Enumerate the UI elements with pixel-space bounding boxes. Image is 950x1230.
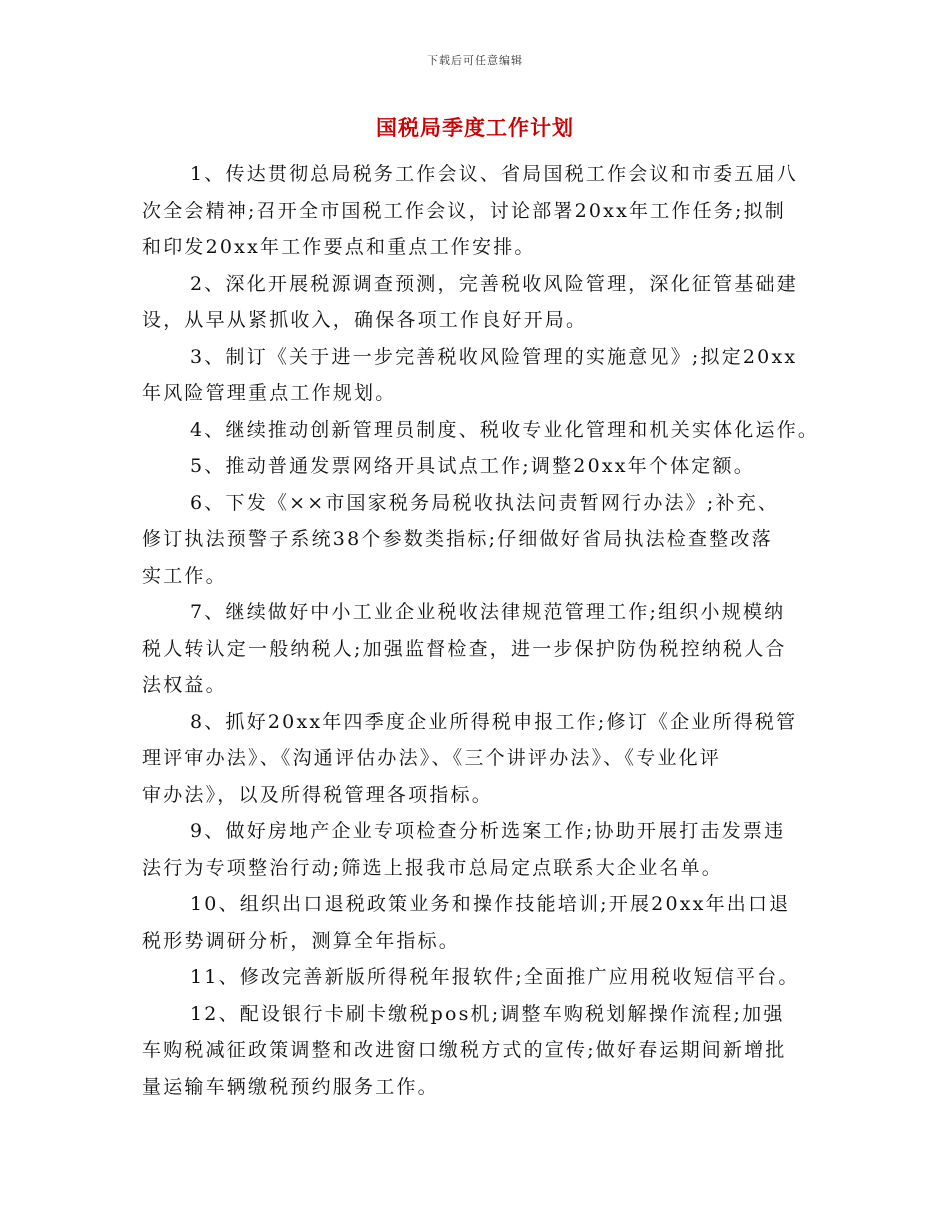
paragraph-line: 年风险管理重点工作规划。	[142, 382, 397, 404]
paragraph-line: 2、深化开展税源调查预测，完善税收风险管理，深化征管基础建	[190, 272, 798, 295]
paragraph-line: 1、传达贯彻总局税务工作会议、省局国税工作会议和市委五届八	[190, 163, 798, 185]
document-body	[142, 156, 820, 1105]
paragraph-line: 11、修改完善新版所得税年报软件;全面推广应用税收短信平台。	[190, 966, 800, 988]
paragraph-line: 12、配设银行卡刷卡缴税pos机;调整车购税划解操作流程;加强	[190, 1002, 785, 1025]
paragraph-line: 3、制订《关于进一步完善税收风险管理的实施意见》;拟定20xx	[190, 345, 798, 368]
paragraph-8	[142, 704, 814, 814]
page-header-note: 下载后可任意编辑	[427, 54, 523, 67]
paragraph-1	[142, 156, 814, 266]
document-title: 国税局季度工作计划	[376, 115, 574, 140]
paragraph-line: 实工作。	[142, 564, 227, 587]
paragraph-line: 8、抓好20xx年四季度企业所得税申报工作;修订《企业所得税管	[190, 710, 798, 733]
paragraph-line: 4、继续推动创新管理员制度、税收专业化管理和机关实体化运作。	[190, 418, 820, 441]
paragraph-5	[142, 448, 814, 485]
paragraph-line: 7、继续做好中小工业企业税收法律规范管理工作;组织小规模纳	[190, 601, 786, 623]
paragraph-line: 9、做好房地产企业专项检查分析选案工作;协助开展打击发票违	[190, 820, 786, 842]
paragraph-2	[142, 266, 814, 339]
paragraph-line: 10、组织出口退税政策业务和操作技能培训;开展20xx年出口退	[190, 893, 791, 915]
paragraph-line: 审办法》，以及所得税管理各项指标。	[142, 783, 493, 806]
paragraph-line: 和印发20xx年工作要点和重点工作安排。	[142, 236, 536, 258]
paragraph-10	[142, 886, 814, 959]
paragraph-line: 法行为专项整治行动;筛选上报我市总局定点联系大企业名单。	[142, 856, 724, 879]
paragraph-3	[142, 339, 814, 412]
paragraph-line: 修订执法预警子系统38个参数类指标;仔细做好省局执法检查整改落	[142, 528, 773, 550]
paragraph-9	[142, 813, 814, 886]
paragraph-line: 车购税减征政策调整和改进窗口缴税方式的宣传;做好春运期间新增批	[142, 1039, 787, 1061]
paragraph-line: 法权益。	[142, 674, 227, 696]
paragraph-line: 税人转认定一般纳税人;加强监督检查，进一步保护防伪税控纳税人合	[142, 637, 787, 660]
paragraph-line: 税形势调研分析，测算全年指标。	[142, 929, 461, 952]
paragraph-12	[142, 996, 814, 1106]
paragraph-6	[142, 485, 814, 595]
paragraph-line: 设，从早从紧抓收入，确保各项工作良好开局。	[142, 309, 588, 331]
paragraph-7	[142, 594, 814, 704]
paragraph-4	[142, 412, 820, 449]
paragraph-line: 理评审办法》、《沟通评估办法》、《三个讲评办法》、《专业化评	[142, 747, 722, 769]
paragraph-line: 6、下发《××市国家税务局税收执法问责暂网行办法》;补充、	[190, 491, 780, 514]
paragraph-line: 次全会精神;召开全市国税工作会议，讨论部署20xx年工作任务;拟制	[142, 199, 787, 222]
paragraph-line: 量运输车辆缴税预约服务工作。	[142, 1075, 439, 1098]
paragraph-line: 5、推动普通发票网络开具试点工作;调整20xx年个体定额。	[190, 455, 755, 477]
paragraph-11	[142, 959, 814, 996]
